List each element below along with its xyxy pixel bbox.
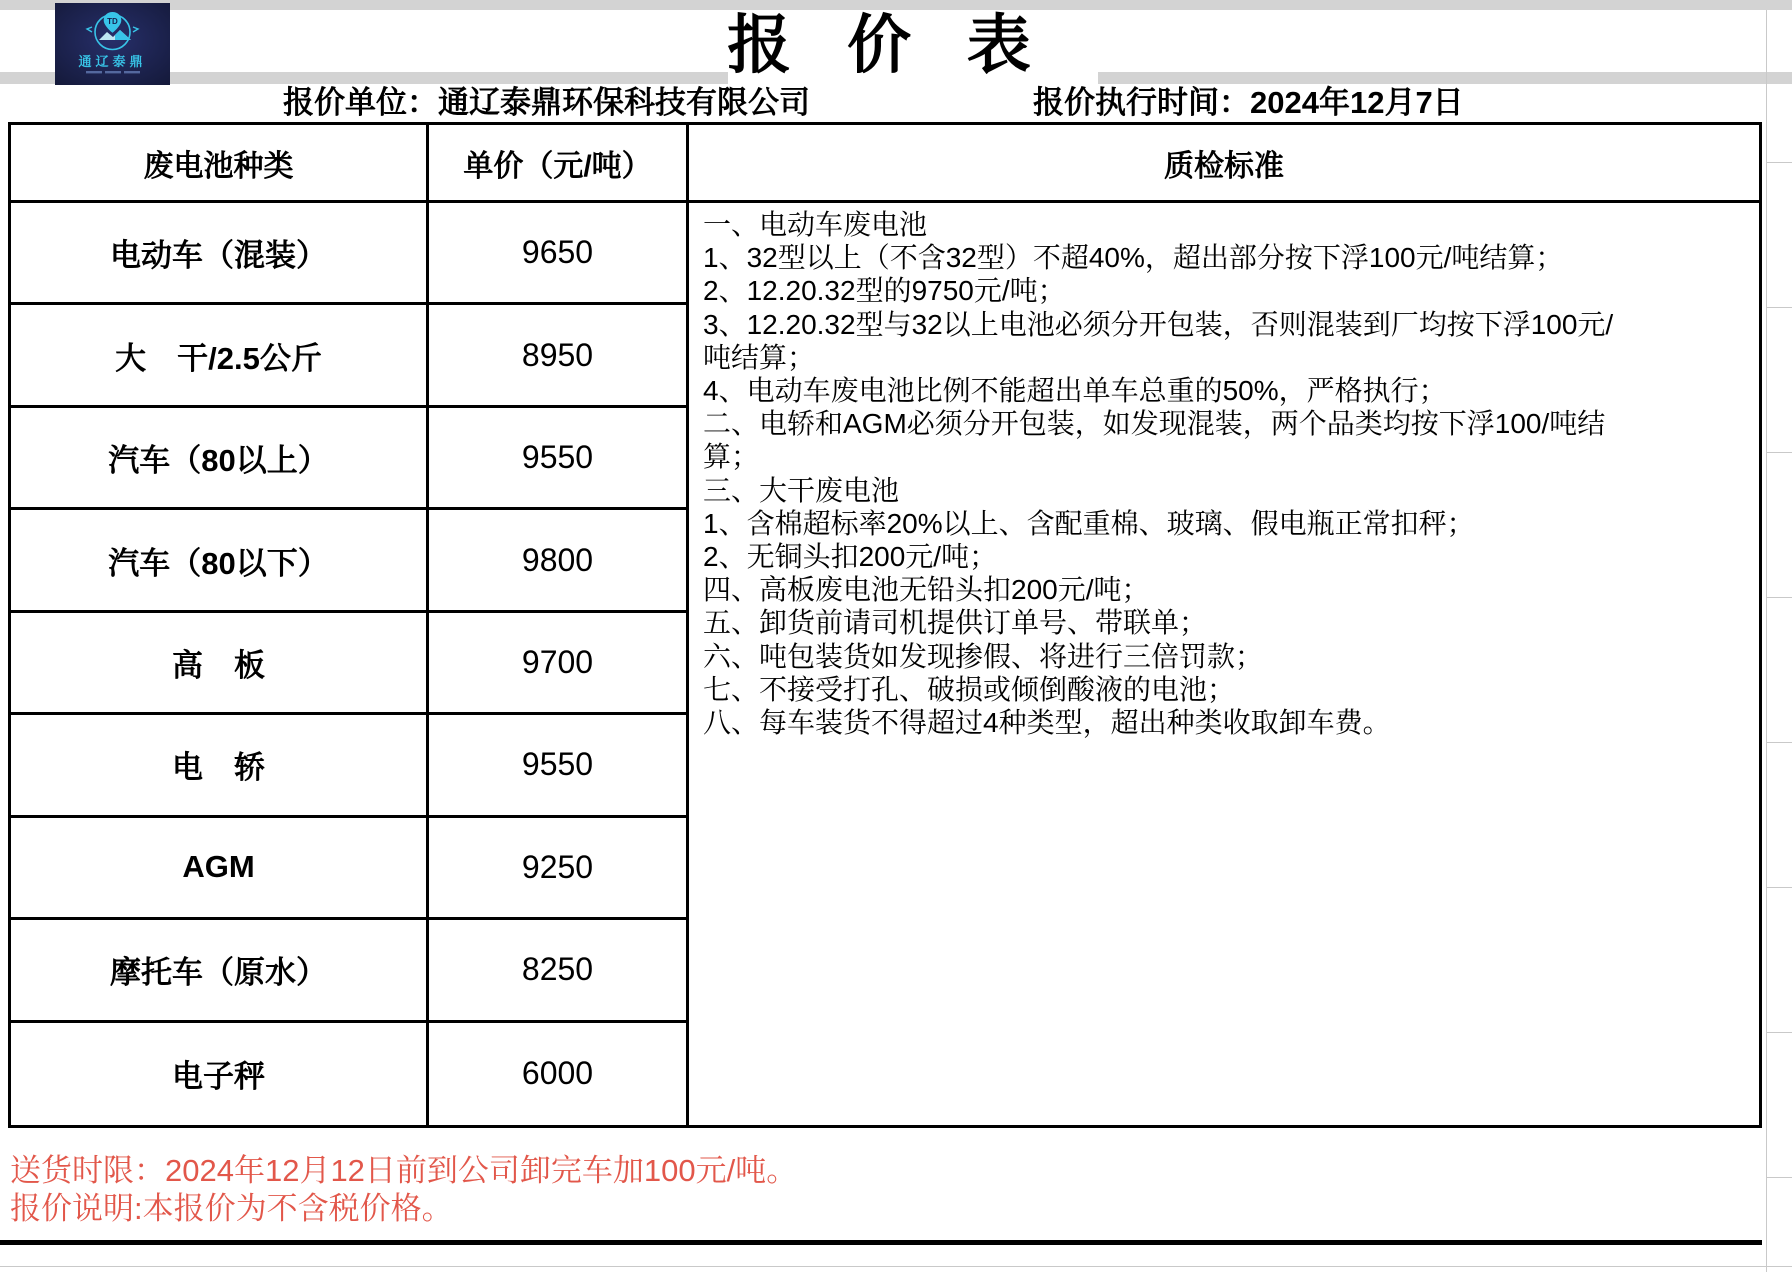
margin-gridline <box>1766 887 1792 888</box>
page-title: 报 价 表 <box>727 9 1033 81</box>
table-row-price: 9250 <box>429 818 689 920</box>
margin-gridline <box>1766 597 1792 598</box>
table-row-type: 电动车（混装） <box>11 203 429 305</box>
table-row-price: 9650 <box>429 203 689 305</box>
margin-gridline <box>1766 1177 1792 1178</box>
table-row-price: 9550 <box>429 408 689 510</box>
qc-standard-line: 八、每车装货不得超过4种类型，超出种类收取卸车费。 <box>703 707 1391 739</box>
qc-standard-line: 五、卸货前请司机提供订单号、带联单； <box>703 607 1208 639</box>
qc-standard-line: 2、12.20.32型的9750元/吨； <box>703 275 1066 307</box>
qc-standard-line: 二、电轿和AGM必须分开包装，如发现混装，两个品类均按下浮100/吨结 <box>703 408 1606 440</box>
table-row-price: 8950 <box>429 305 689 407</box>
qc-standard-line: 4、电动车废电池比例不能超出单车总重的50%，严格执行； <box>703 375 1447 407</box>
margin-gridline <box>1766 162 1792 163</box>
table-row-price: 9800 <box>429 510 689 612</box>
qc-standard-line: 七、不接受打孔、破损或倾倒酸液的电池； <box>703 673 1236 705</box>
bottom-gridline <box>0 1266 1792 1267</box>
qc-standard-line: 算； <box>703 441 760 473</box>
right-gridline <box>1766 10 1767 1272</box>
delivery-deadline-note: 送货时限：2024年12月12日前到公司卸完车加100元/吨。 <box>10 1153 798 1188</box>
quote-date-label: 报价执行时间：2024年12月7日 <box>1033 85 1464 120</box>
logo-company-name: 通辽泰鼎 <box>78 54 147 69</box>
qc-standard-line: 一、电动车废电池 <box>703 209 928 240</box>
column-header-unit-price: 单价（元/吨） <box>429 125 689 203</box>
table-row-type: 电 轿 <box>11 715 429 817</box>
qc-standard-line: 1、32型以上（不含32型）不超40%，超出部分按下浮100元/吨结算； <box>703 242 1564 274</box>
table-row-type: 电子秤 <box>11 1023 429 1125</box>
quote-company-label: 报价单位：通辽泰鼎环保科技有限公司 <box>283 85 810 120</box>
price-disclaimer-note: 报价说明:本报价为不含税价格。 <box>10 1191 453 1226</box>
table-row-price: 6000 <box>429 1023 689 1125</box>
qc-standard-line: 3、12.20.32型与32以上电池必须分开包装，否则混装到厂均按下浮100元/ <box>703 308 1614 340</box>
margin-gridline <box>1766 307 1792 308</box>
column-header-qc-standard: 质检标准 <box>689 125 1759 203</box>
qc-standard-line: 2、无铜头扣200元/吨； <box>703 541 998 573</box>
table-row-type: 摩托车（原水） <box>11 920 429 1022</box>
margin-gridline <box>1766 742 1792 743</box>
qc-standard-line: 三、大干废电池 <box>703 474 900 506</box>
table-row-type: 汽车（80以下） <box>11 510 429 612</box>
quotation-table <box>8 122 1762 1128</box>
table-row-type: 大 干/2.5公斤 <box>11 305 429 407</box>
margin-gridline <box>1766 1032 1792 1033</box>
bottom-border-line <box>0 1240 1762 1245</box>
table-row-price: 9700 <box>429 613 689 715</box>
table-row-type: 高 板 <box>11 613 429 715</box>
table-row-type: AGM <box>11 818 429 920</box>
table-row-price: 8250 <box>429 920 689 1022</box>
qc-standard-line: 四、高板废电池无铅头扣200元/吨； <box>703 574 1150 606</box>
column-header-battery-type: 废电池种类 <box>11 125 429 203</box>
table-row-type: 汽车（80以上） <box>11 408 429 510</box>
qc-standard-line: 1、含棉超标率20%以上、含配重棉、玻璃、假电瓶正常扣秤； <box>703 507 1475 539</box>
margin-gridline <box>1766 452 1792 453</box>
logo-badge-letters: TD <box>107 17 118 26</box>
table-row-price: 9550 <box>429 715 689 817</box>
qc-standard-line: 六、吨包装货如发现掺假、将进行三倍罚款； <box>703 640 1264 672</box>
qc-standards-text <box>689 203 1759 1125</box>
footer-notes <box>10 1152 797 1228</box>
qc-standard-line: 吨结算； <box>703 341 816 373</box>
